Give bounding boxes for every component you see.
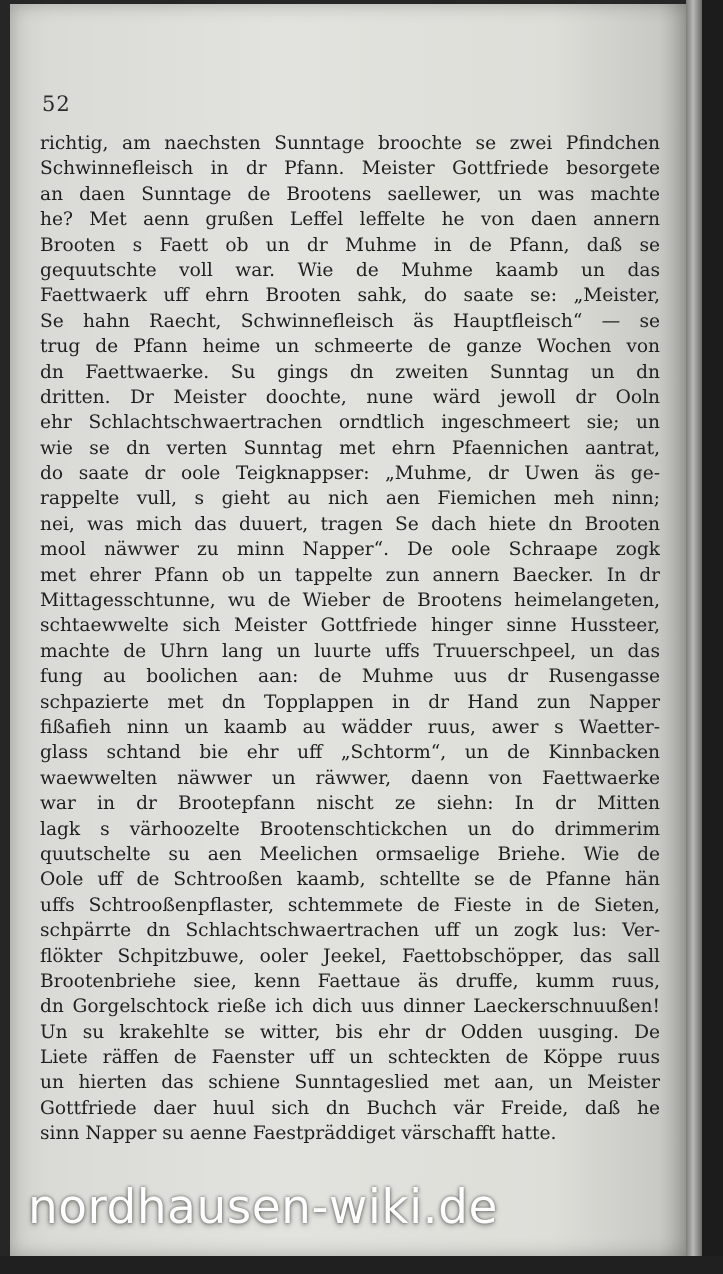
text-line: Brootenbriehe siee, kenn Faettaue äs druffe, kumm ruus,: [40, 970, 660, 992]
text-line: un hierten das schiene Sunntageslied met aan, un Meister: [40, 1072, 660, 1094]
scan-bottom-edge: [0, 1256, 723, 1274]
text-line: Mittagesschtunne, wu de Wieber de Brootens heimelangeten,: [40, 590, 660, 612]
text-line: mool näwwer zu minn Napper“. De oole Schraape zogk: [40, 539, 660, 561]
text-line: Un su krakehlte se witter, bis ehr dr Odden uusging. De: [40, 1021, 660, 1043]
text-line: an daen Sunntage de Brootens saellewer, un was machte: [40, 183, 660, 205]
text-line: nei, was mich das duuert, tragen Se dach hiete dn Brooten: [40, 513, 660, 535]
text-line: richtig, am naechsten Sunntage broochte se zwei Pfindchen: [40, 133, 660, 154]
text-line: glass schtand bie ehr uff „Schtorm“, un de Kinnbacken: [40, 742, 660, 764]
text-line: schtaewwelte sich Meister Gottfriede hinger sinne Hussteer,: [40, 615, 660, 637]
text-line: do saate dr oole Teigknappser: „Muhme, dr Uwen äs ge-: [40, 463, 660, 485]
text-line: Schwinnefleisch in dr Pfann. Meister Gottfriede besorgete: [40, 158, 660, 180]
scan-edge: [702, 0, 723, 1274]
text-line: dn Gorgelschtock rieße ich dich uus dinner Laeckerschnuußen!: [40, 996, 660, 1018]
text-line: Oole uff de Schtrooßen kaamb, schtellte se de Pfanne hän: [40, 869, 660, 891]
text-line: wie se dn verten Sunntag met ehrn Pfaennichen aantrat,: [40, 437, 660, 459]
text-line: schpärrte dn Schlachtschwaertrachen uff un zogk lus: Ver-: [40, 920, 660, 942]
text-line: flökter Schpitzbuwe, ooler Jeekel, Faettobschöpper, das sall: [40, 945, 660, 967]
text-line: fung au boolichen aan: de Muhme uus dr Rusengasse: [40, 666, 660, 688]
text-line: sinn Napper su aenne Faestpräddiget värschafft hatte.: [40, 1123, 557, 1145]
text-line: trug de Pfann heime un schmeerte de ganze Wochen von: [40, 336, 660, 358]
text-line: Faettwaerk uff ehrn Brooten sahk, do saate se: „Meister,: [40, 285, 660, 307]
text-line: machte de Uhrn lang un luurte uffs Truuerschpeel, un das: [40, 640, 660, 662]
text-line: uffs Schtrooßenpflaster, schtemmete de Fieste in de Sieten,: [40, 894, 660, 916]
text-line: waewwelten näwwer un räwwer, daenn von Faettwaerke: [40, 767, 660, 789]
page-number: 52: [42, 92, 71, 116]
text-line: quutschelte su aen Meelichen ormsaelige Briehe. Wie de: [40, 843, 660, 865]
text-line: war in dr Brootepfann nischt ze siehn: In dr Mitten: [40, 793, 660, 815]
text-line: schpazierte met dn Topplappen in dr Hand zun Napper: [40, 691, 660, 713]
text-line: lagk s värhoozelte Brootenschtickchen un do drimmerim: [40, 818, 660, 840]
text-line: he? Met aenn grußen Leffel leffelte he von daen annern: [40, 209, 660, 231]
page-gutter: [686, 0, 702, 1274]
text-line: dn Faettwaerke. Su gings dn zweiten Sunntag un dn: [40, 361, 660, 383]
text-line: dritten. Dr Meister doochte, nune wärd jewoll dr Ooln: [40, 386, 660, 408]
text-line: Se hahn Raecht, Schwinnefleisch äs Hauptfleisch“ — se: [40, 310, 660, 332]
text-line: ehr Schlachtschwaertrachen orndtlich ingeschmeert sie; un: [40, 412, 660, 434]
text-line: met ehrer Pfann ob un tappelte zun annern Baecker. In dr: [40, 564, 660, 586]
text-line: gequutschte voll war. Wie de Muhme kaamb un das: [40, 259, 660, 281]
text-line: fißafieh ninn un kaamb au wädder ruus, awer s Waetter-: [40, 716, 660, 738]
text-line: Brooten s Faett ob un dr Muhme in de Pfann, daß se: [40, 234, 660, 256]
text-line: Gottfriede daer huul sich dn Buchch vär Freide, daß he: [40, 1097, 660, 1119]
text-line: Liete räffen de Faenster uff un schteckten de Köppe ruus: [40, 1047, 660, 1069]
body-text: [40, 131, 660, 1147]
watermark: nordhausen-wiki.de: [28, 1180, 498, 1235]
text-line: rappelte vull, s gieht au nich aen Fiemichen meh ninn;: [40, 488, 660, 510]
